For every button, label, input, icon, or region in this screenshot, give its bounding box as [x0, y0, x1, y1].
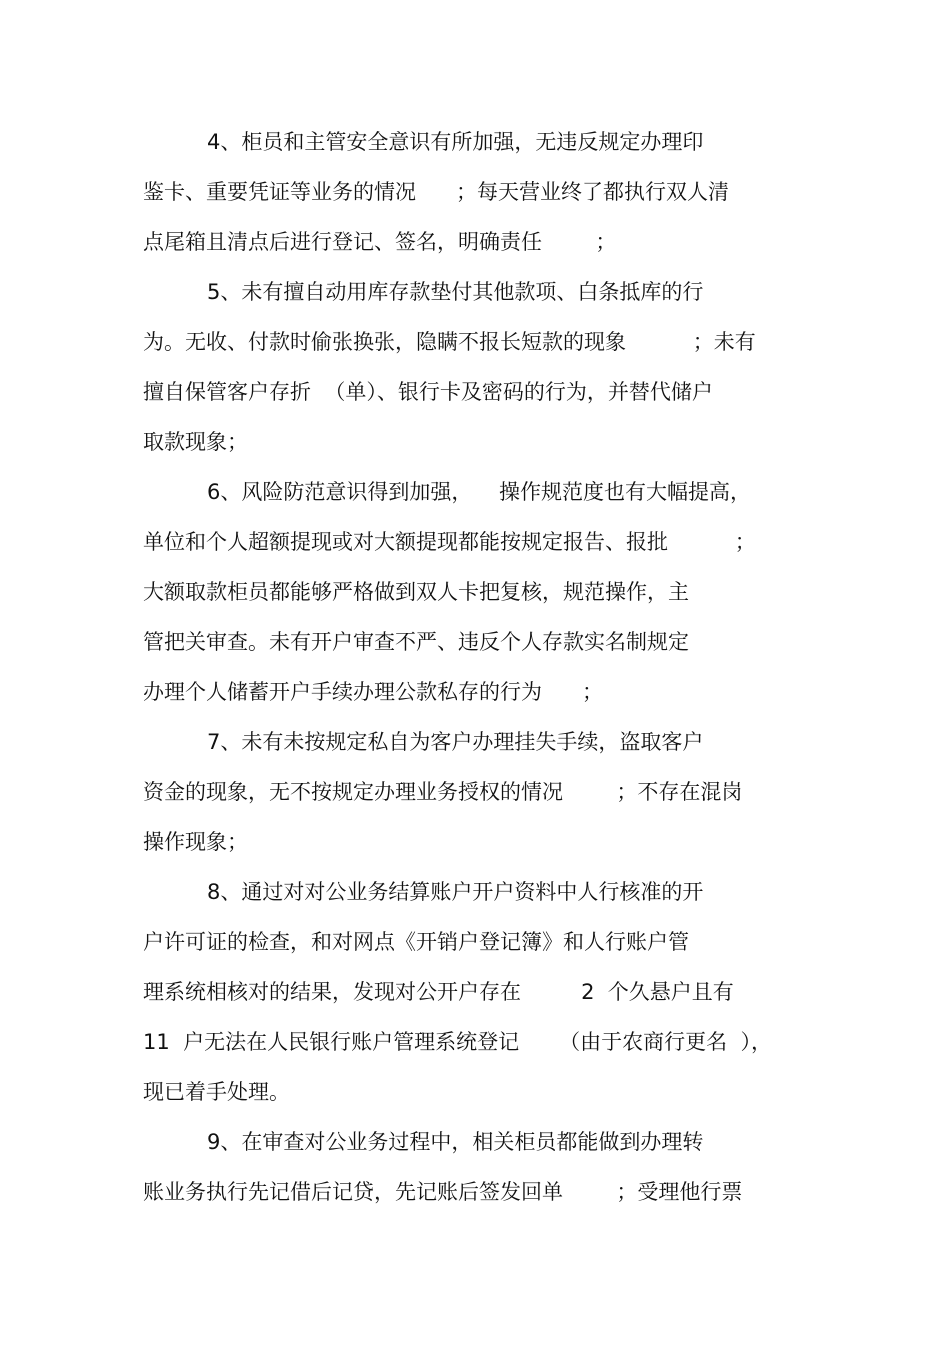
paragraph-5-line-4: 取款现象； — [143, 430, 248, 454]
paragraph-8-line-1: 8、通过对对公业务结算账户开户资料中人行核准的开 — [207, 880, 704, 904]
paragraph-8-line-5: 现已着手处理。 — [143, 1080, 290, 1104]
paragraph-7-line-1: 7、未有未按规定私自为客户办理挂失手续，盗取客户 — [207, 730, 704, 754]
paragraph-6-line-5: 办理个人储蓄开户手续办理公款私存的行为 ； — [143, 680, 604, 704]
paragraph-8-line-3: 理系统相核对的结果，发现对公开户存在 2 个久悬户且有 — [143, 980, 734, 1004]
paragraph-4-line-2: 鉴卡、重要凭证等业务的情况 ；每天营业终了都执行双人清 — [143, 180, 730, 204]
paragraph-5-line-2: 为。无收、付款时偷张换张，隐瞒不报长短款的现象 ；未有 — [143, 330, 756, 354]
paragraph-6-line-3: 大额取款柜员都能够严格做到双人卡把复核，规范操作，主 — [143, 580, 689, 604]
paragraph-6-line-1: 6、风险防范意识得到加强， 操作规范度也有大幅提高， — [207, 480, 752, 504]
paragraph-5-line-1: 5、未有擅自动用库存款垫付其他款项、白条抵库的行 — [207, 280, 704, 304]
paragraph-8-line-2: 户许可证的检查，和对网点《开销户登记簿》和人行账户管 — [143, 930, 689, 954]
paragraph-5-line-3: 擅自保管客户存折 （单）、银行卡及密码的行为，并替代储户 — [143, 380, 713, 404]
paragraph-7-line-2: 资金的现象，无不按规定办理业务授权的情况 ；不存在混岗 — [143, 780, 743, 804]
paragraph-6-line-4: 管把关审查。未有开户审查不严、违反个人存款实名制规定 — [143, 630, 689, 654]
paragraph-4-line-3: 点尾箱且清点后进行登记、签名，明确责任 ； — [143, 230, 617, 254]
paragraph-9-line-1: 9、在审查对公业务过程中，相关柜员都能做到办理转 — [207, 1130, 704, 1154]
paragraph-8-line-4: 11 户无法在人民银行账户管理系统登记 （由于农商行更名 ）， — [143, 1030, 772, 1054]
paragraph-4-line-1: 4、柜员和主管安全意识有所加强，无违反规定办理印 — [207, 130, 704, 154]
paragraph-9-line-2: 账业务执行先记借后记贷，先记账后签发回单 ；受理他行票 — [143, 1180, 743, 1204]
paragraph-6-line-2: 单位和个人超额提现或对大额提现都能按规定报告、报批 ； — [143, 530, 756, 554]
paragraph-7-line-3: 操作现象； — [143, 830, 248, 854]
